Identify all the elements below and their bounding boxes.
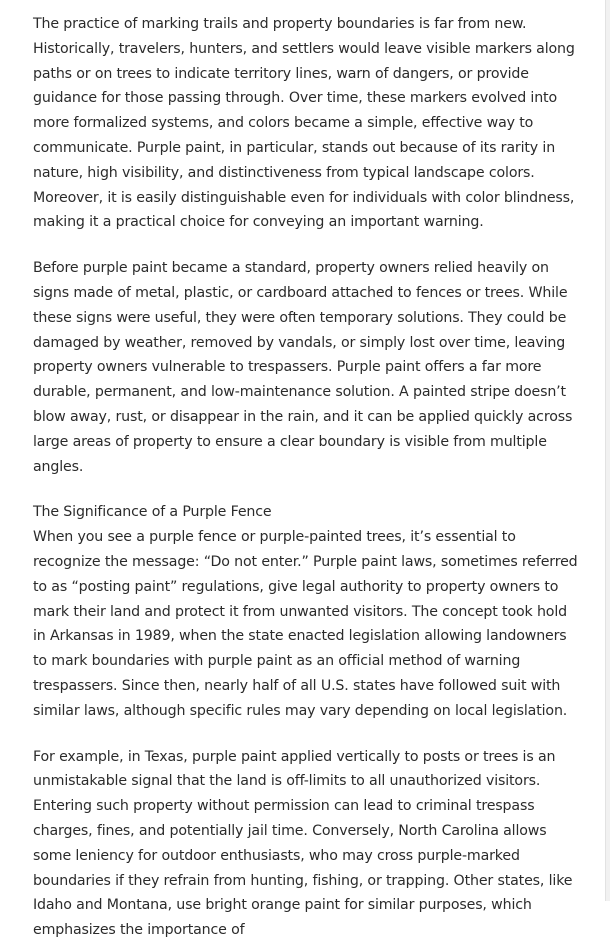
article-paragraph-signs: Before purple paint became a standard, property owners relied heavily on signs made of metal, plastic, or cardboard attached to fences or trees. While these signs were useful, they were often temporary solutions. They could be damaged by weather, removed by vandals, or simply lost over time, leaving property owners vulnerable to trespassers. Purple paint offers a far more durable, permanent, and low-maintenance solution. A painted stripe doesn’t blow away, rust, or disappear in the rain, and it can be applied quickly across large areas of property to ensure a clear boundary is visible from multiple angles.: [33, 260, 573, 475]
article-body: [33, 12, 581, 943]
section-heading: The Significance of a Purple Fence: [33, 504, 272, 521]
article-paragraph-history: The practice of marking trails and property boundaries is far from new. Historically, travelers, hunters, and settlers would leave visible markers along paths or on trees to indicate territory lines, warn of dangers, or provide guidance for those passing through. Over time, these markers evolved into more formalized systems, and colors became a simple, effective way to communicate. Purple paint, in particular, stands out because of its rarity in nature, high visibility, and distinctiveness from typical landscape colors. Moreover, it is easily distinguishable even for individuals with color blindness, making it a practical choice for conveying an important warning.: [33, 16, 575, 231]
scrollbar[interactable]: [605, 0, 610, 901]
article-paragraph-significance: When you see a purple fence or purple-painted trees, it’s essential to recognize the message: “Do not enter.” Purple paint laws, sometimes referred to as “posting paint” regulations, give legal authority to property owners to mark their land and protect it from unwanted visitors. The concept took hold in Arkansas in 1989, when the state enacted legislation allowing landowners to mark boundaries with purple paint as an official method of warning trespassers. Since then, nearly half of all U.S. states have followed suit with similar laws, although specific rules may vary depending on local legislation.: [33, 529, 578, 719]
article-paragraph-examples: For example, in Texas, purple paint applied vertically to posts or trees is an unmistakable signal that the land is off-limits to all unauthorized visitors. Entering such property without permission can lead to criminal trespass charges, fines, and potentially jail time. Conversely, North Carolina allows some leniency for outdoor enthusiasts, who may cross purple-marked boundaries if they refrain from hunting, fishing, or trapping. Other states, like Idaho and Montana, use bright orange paint for similar purposes, which emphasizes the importance of: [33, 748, 573, 939]
